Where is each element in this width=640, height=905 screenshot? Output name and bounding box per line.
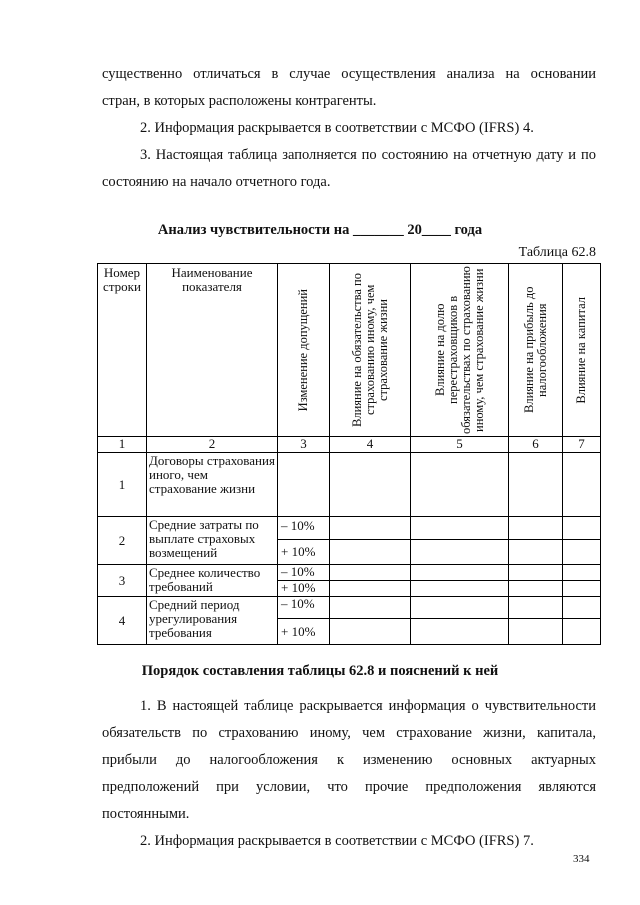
header-reinsurer-share-impact: Влияние на долю перестраховщиков в обязательствах по страхованию иному, чем страхование жизни: [432, 266, 486, 434]
assumption-plus: + 10%: [278, 540, 330, 565]
header-reinsurer-share-impact-cell: [411, 264, 509, 437]
col-number: 2: [147, 437, 278, 453]
header-profit-impact: Влияние на прибыль до налогообложения: [521, 286, 549, 414]
col-number: 4: [330, 437, 411, 453]
section-title: Порядок составления таблицы 62.8 и пояснений к ней: [141, 663, 499, 679]
table-cell: [509, 581, 563, 597]
table-cell: [411, 581, 509, 597]
assumption-minus: – 10%: [278, 565, 330, 581]
assumption-plus: + 10%: [278, 581, 330, 597]
outro-p1-line-4: предположений при условии, что прочие предположения являются: [102, 779, 596, 795]
outro-p1-line-2: обязательств по страхованию иному, чем страхование жизни, капитала,: [102, 725, 596, 741]
assumption-plus: + 10%: [278, 619, 330, 645]
column-number-row: [98, 437, 601, 453]
table-header-row: [98, 264, 601, 437]
table-cell: [411, 540, 509, 565]
table-cell: [330, 565, 411, 581]
table-cell: [330, 453, 411, 517]
table-cell: [563, 517, 601, 540]
table-cell: [411, 619, 509, 645]
table-cell: [411, 453, 509, 517]
row-label: Договоры страхования иного, чем страхование жизни: [147, 453, 278, 517]
row-number: 4: [98, 597, 147, 645]
header-capital-impact: Влияние на капитал: [574, 296, 588, 404]
table-cell: [509, 619, 563, 645]
col-number: 3: [278, 437, 330, 453]
table-cell: [411, 597, 509, 619]
table-label: Таблица 62.8: [518, 245, 596, 260]
table-cell: [509, 597, 563, 619]
intro-paragraph-2: 2. Информация раскрывается в соответствии с МСФО (IFRS) 4.: [140, 120, 534, 136]
row-number: 3: [98, 565, 147, 597]
table-cell: [509, 517, 563, 540]
table-cell: [330, 540, 411, 565]
row-label: Средний период урегулирования требования: [147, 597, 278, 645]
table-cell: [563, 565, 601, 581]
header-indicator-name: Наименование показателя: [147, 264, 278, 437]
table-row: [98, 565, 601, 581]
header-assumption-change-cell: [278, 264, 330, 437]
col-number: 1: [98, 437, 147, 453]
header-row-number: Номер строки: [98, 264, 147, 437]
outro-p1-line-1: 1. В настоящей таблице раскрывается информация о чувствительности: [140, 698, 596, 714]
table-cell: [509, 565, 563, 581]
intro-line-1: существенно отличаться в случае осуществления анализа на основании: [102, 66, 596, 82]
col-number: 7: [563, 437, 601, 453]
table-cell: [330, 581, 411, 597]
table-cell: [330, 619, 411, 645]
row-number: 2: [98, 517, 147, 565]
table-cell: [411, 517, 509, 540]
intro-line-2: стран, в которых расположены контрагенты.: [102, 93, 377, 109]
table-cell: [563, 619, 601, 645]
header-assumption-change: Изменение допущений: [296, 288, 310, 412]
intro-paragraph-3-line-2: состоянию на начало отчетного года.: [102, 174, 331, 190]
intro-paragraph-3-line-1: 3. Настоящая таблица заполняется по состоянию на отчетную дату и по: [140, 147, 596, 163]
outro-p1-line-3: прибыли до налогообложения к изменению основных актуарных: [102, 752, 596, 768]
table-cell: [509, 453, 563, 517]
table-cell: [330, 517, 411, 540]
table-row: [98, 597, 601, 619]
row-label: Среднее количество требований: [147, 565, 278, 597]
table-cell: [563, 581, 601, 597]
sensitivity-table: [97, 263, 601, 645]
table-cell: [278, 453, 330, 517]
row-number: 1: [98, 453, 147, 517]
header-liabilities-impact-cell: [330, 264, 411, 437]
table-cell: [330, 597, 411, 619]
table-cell: [563, 540, 601, 565]
header-capital-impact-cell: [563, 264, 601, 437]
col-number: 6: [509, 437, 563, 453]
assumption-minus: – 10%: [278, 597, 330, 619]
col-number: 5: [411, 437, 509, 453]
outro-p1-line-5: постоянными.: [102, 806, 190, 822]
row-label: Средние затраты по выплате страховых возмещений: [147, 517, 278, 565]
table-cell: [563, 597, 601, 619]
header-liabilities-impact: Влияние на обязательства по страхованию иному, чем страхование жизни: [349, 273, 390, 427]
table-cell: [563, 453, 601, 517]
table-row: [98, 453, 601, 517]
outro-paragraph-2: 2. Информация раскрывается в соответствии с МСФО (IFRS) 7.: [140, 833, 534, 849]
table-row: [98, 517, 601, 540]
table-cell: [411, 565, 509, 581]
header-profit-impact-cell: [509, 264, 563, 437]
assumption-minus: – 10%: [278, 517, 330, 540]
page-number: 334: [573, 853, 590, 865]
table-cell: [509, 540, 563, 565]
table-title: Анализ чувствительности на _______ 20____ года: [157, 222, 483, 238]
